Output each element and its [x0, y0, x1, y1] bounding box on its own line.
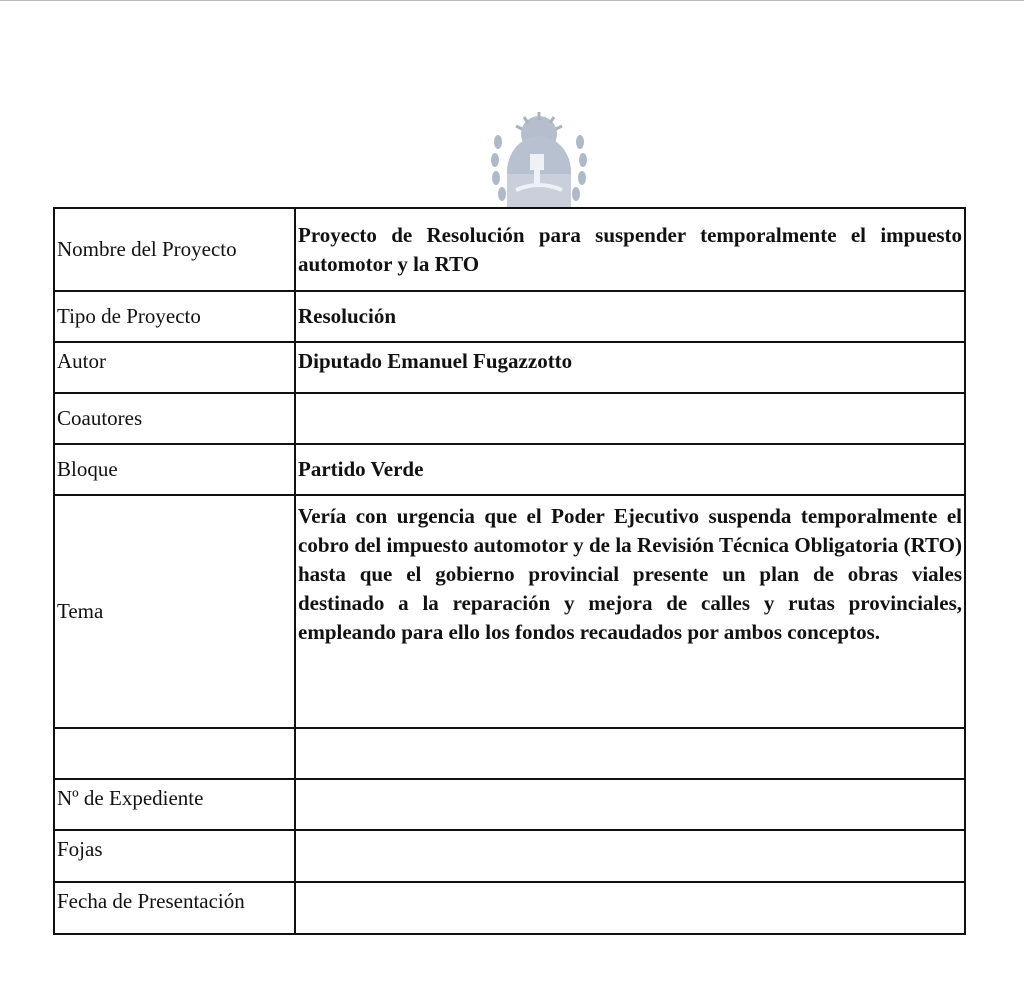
row-tema	[54, 495, 965, 728]
row-nombre	[54, 208, 965, 291]
label-fojas: Fojas	[54, 830, 295, 882]
row-fojas	[54, 830, 965, 882]
coat-of-arms-icon	[486, 112, 592, 208]
value-nombre: Proyecto de Resolución para suspender temporalmente el impuesto automotor y la RTO	[295, 208, 965, 291]
top-divider	[0, 0, 1024, 1]
row-tipo	[54, 291, 965, 342]
project-info-table	[53, 207, 966, 935]
value-bloque: Partido Verde	[295, 444, 965, 495]
label-autor: Autor	[54, 342, 295, 393]
value-fecha	[295, 882, 965, 934]
row-bloque	[54, 444, 965, 495]
row-autor	[54, 342, 965, 393]
label-fecha: Fecha de Presentación	[54, 882, 295, 934]
label-expediente: Nº de Expediente	[54, 779, 295, 830]
row-expediente	[54, 779, 965, 830]
label-nombre: Nombre del Proyecto	[54, 208, 295, 291]
label-bloque: Bloque	[54, 444, 295, 495]
value-coautores	[295, 393, 965, 444]
value-empty	[295, 728, 965, 779]
value-tema: Vería con urgencia que el Poder Ejecutivo suspenda temporalmente el cobro del impuesto automotor y de la Revisión Técnica Obligatoria (RTO) hasta que el gobierno provincial presente un plan de obras viales destinado a la reparación y mejora de calles y rutas provinciales, empleando para ello los fondos recaudados por ambos conceptos.	[295, 495, 965, 728]
value-autor: Diputado Emanuel Fugazzotto	[295, 342, 965, 393]
label-tipo: Tipo de Proyecto	[54, 291, 295, 342]
label-empty	[54, 728, 295, 779]
value-expediente	[295, 779, 965, 830]
row-coautores	[54, 393, 965, 444]
value-tipo: Resolución	[295, 291, 965, 342]
label-tema: Tema	[54, 495, 295, 728]
label-coautores: Coautores	[54, 393, 295, 444]
row-empty	[54, 728, 965, 779]
row-fecha	[54, 882, 965, 934]
value-fojas	[295, 830, 965, 882]
